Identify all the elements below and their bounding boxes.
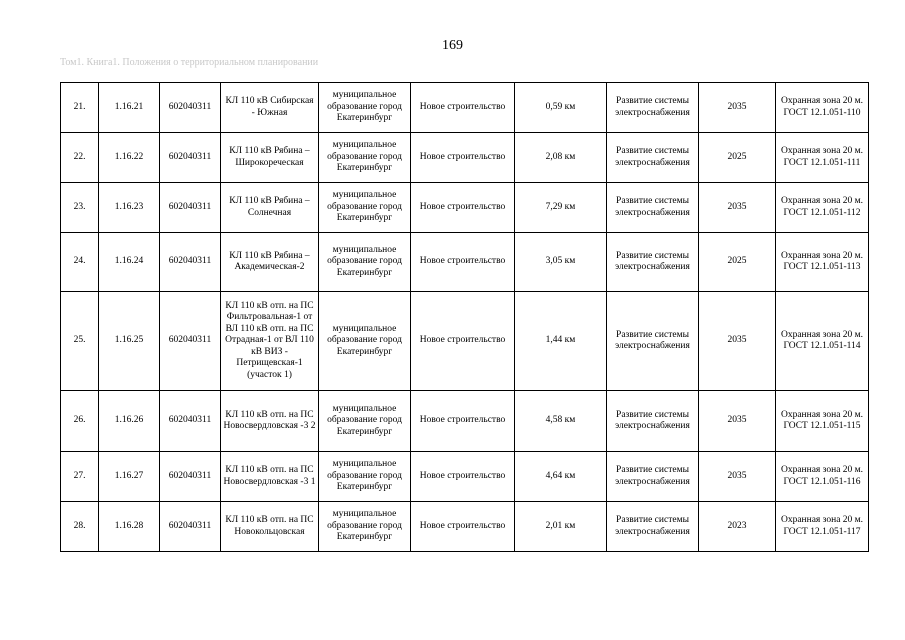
protection-zone: Охранная зона 20 м. ГОСТ 12.1.051-115 xyxy=(776,391,869,452)
object-code: 1.16.22 xyxy=(99,133,160,183)
location: муниципальное образование город Екатеринбург xyxy=(319,452,411,502)
row-number: 23. xyxy=(61,183,99,233)
object-code: 1.16.24 xyxy=(99,233,160,292)
construction-status: Новое строительство xyxy=(411,502,515,552)
table-row xyxy=(61,233,869,292)
object-name: КЛ 110 кВ отп. на ПС Фильтровальная-1 от ВЛ 110 кВ отп. на ПС Отрадная-1 от ВЛ 110 кВ ВИЗ - Петрищевская-1 (участок 1) xyxy=(221,292,319,391)
object-name: КЛ 110 кВ Рябина – Академическая-2 xyxy=(221,233,319,292)
table-row xyxy=(61,183,869,233)
object-code: 1.16.28 xyxy=(99,502,160,552)
target-year: 2035 xyxy=(699,452,776,502)
protection-zone: Охранная зона 20 м. ГОСТ 12.1.051-112 xyxy=(776,183,869,233)
target-year: 2035 xyxy=(699,292,776,391)
length: 4,58 км xyxy=(515,391,607,452)
object-name: КЛ 110 кВ Сибирская - Южная xyxy=(221,83,319,133)
purpose: Развитие системы электроснабжения xyxy=(607,133,699,183)
purpose: Развитие системы электроснабжения xyxy=(607,183,699,233)
protection-zone: Охранная зона 20 м. ГОСТ 12.1.051-113 xyxy=(776,233,869,292)
length: 4,64 км xyxy=(515,452,607,502)
row-number: 24. xyxy=(61,233,99,292)
purpose: Развитие системы электроснабжения xyxy=(607,292,699,391)
infrastructure-table xyxy=(60,82,869,552)
row-number: 28. xyxy=(61,502,99,552)
location: муниципальное образование город Екатеринбург xyxy=(319,502,411,552)
classifier-code: 602040311 xyxy=(160,292,221,391)
running-header: Том1. Книга1. Положения о территориальном планировании xyxy=(60,57,319,68)
table-row xyxy=(61,391,869,452)
classifier-code: 602040311 xyxy=(160,133,221,183)
construction-status: Новое строительство xyxy=(411,183,515,233)
construction-status: Новое строительство xyxy=(411,391,515,452)
construction-status: Новое строительство xyxy=(411,292,515,391)
target-year: 2035 xyxy=(699,183,776,233)
length: 1,44 км xyxy=(515,292,607,391)
table-row xyxy=(61,292,869,391)
object-name: КЛ 110 кВ отп. на ПС Новокольцовская xyxy=(221,502,319,552)
location: муниципальное образование город Екатеринбург xyxy=(319,233,411,292)
object-name: КЛ 110 кВ отп. на ПС Новосвердловская -3 1 xyxy=(221,452,319,502)
row-number: 27. xyxy=(61,452,99,502)
table-row xyxy=(61,133,869,183)
length: 2,01 км xyxy=(515,502,607,552)
table-row xyxy=(61,502,869,552)
object-code: 1.16.21 xyxy=(99,83,160,133)
row-number: 22. xyxy=(61,133,99,183)
location: муниципальное образование город Екатеринбург xyxy=(319,292,411,391)
purpose: Развитие системы электроснабжения xyxy=(607,83,699,133)
length: 3,05 км xyxy=(515,233,607,292)
target-year: 2025 xyxy=(699,133,776,183)
purpose: Развитие системы электроснабжения xyxy=(607,502,699,552)
target-year: 2025 xyxy=(699,233,776,292)
length: 2,08 км xyxy=(515,133,607,183)
object-code: 1.16.27 xyxy=(99,452,160,502)
classifier-code: 602040311 xyxy=(160,83,221,133)
object-code: 1.16.26 xyxy=(99,391,160,452)
protection-zone: Охранная зона 20 м. ГОСТ 12.1.051-117 xyxy=(776,502,869,552)
classifier-code: 602040311 xyxy=(160,183,221,233)
target-year: 2023 xyxy=(699,502,776,552)
row-number: 25. xyxy=(61,292,99,391)
purpose: Развитие системы электроснабжения xyxy=(607,452,699,502)
classifier-code: 602040311 xyxy=(160,502,221,552)
construction-status: Новое строительство xyxy=(411,83,515,133)
classifier-code: 602040311 xyxy=(160,391,221,452)
protection-zone: Охранная зона 20 м. ГОСТ 12.1.051-111 xyxy=(776,133,869,183)
row-number: 21. xyxy=(61,83,99,133)
table-row xyxy=(61,452,869,502)
object-code: 1.16.23 xyxy=(99,183,160,233)
page-number: 169 xyxy=(442,38,463,53)
construction-status: Новое строительство xyxy=(411,133,515,183)
construction-status: Новое строительство xyxy=(411,233,515,292)
protection-zone: Охранная зона 20 м. ГОСТ 12.1.051-116 xyxy=(776,452,869,502)
object-name: КЛ 110 кВ Рябина – Широкореческая xyxy=(221,133,319,183)
target-year: 2035 xyxy=(699,391,776,452)
classifier-code: 602040311 xyxy=(160,233,221,292)
table-row xyxy=(61,83,869,133)
object-code: 1.16.25 xyxy=(99,292,160,391)
classifier-code: 602040311 xyxy=(160,452,221,502)
location: муниципальное образование город Екатеринбург xyxy=(319,133,411,183)
object-name: КЛ 110 кВ отп. на ПС Новосвердловская -3 2 xyxy=(221,391,319,452)
length: 0,59 км xyxy=(515,83,607,133)
row-number: 26. xyxy=(61,391,99,452)
protection-zone: Охранная зона 20 м. ГОСТ 12.1.051-110 xyxy=(776,83,869,133)
location: муниципальное образование город Екатеринбург xyxy=(319,183,411,233)
location: муниципальное образование город Екатеринбург xyxy=(319,83,411,133)
purpose: Развитие системы электроснабжения xyxy=(607,391,699,452)
length: 7,29 км xyxy=(515,183,607,233)
construction-status: Новое строительство xyxy=(411,452,515,502)
object-name: КЛ 110 кВ Рябина – Солнечная xyxy=(221,183,319,233)
location: муниципальное образование город Екатеринбург xyxy=(319,391,411,452)
target-year: 2035 xyxy=(699,83,776,133)
protection-zone: Охранная зона 20 м. ГОСТ 12.1.051-114 xyxy=(776,292,869,391)
purpose: Развитие системы электроснабжения xyxy=(607,233,699,292)
